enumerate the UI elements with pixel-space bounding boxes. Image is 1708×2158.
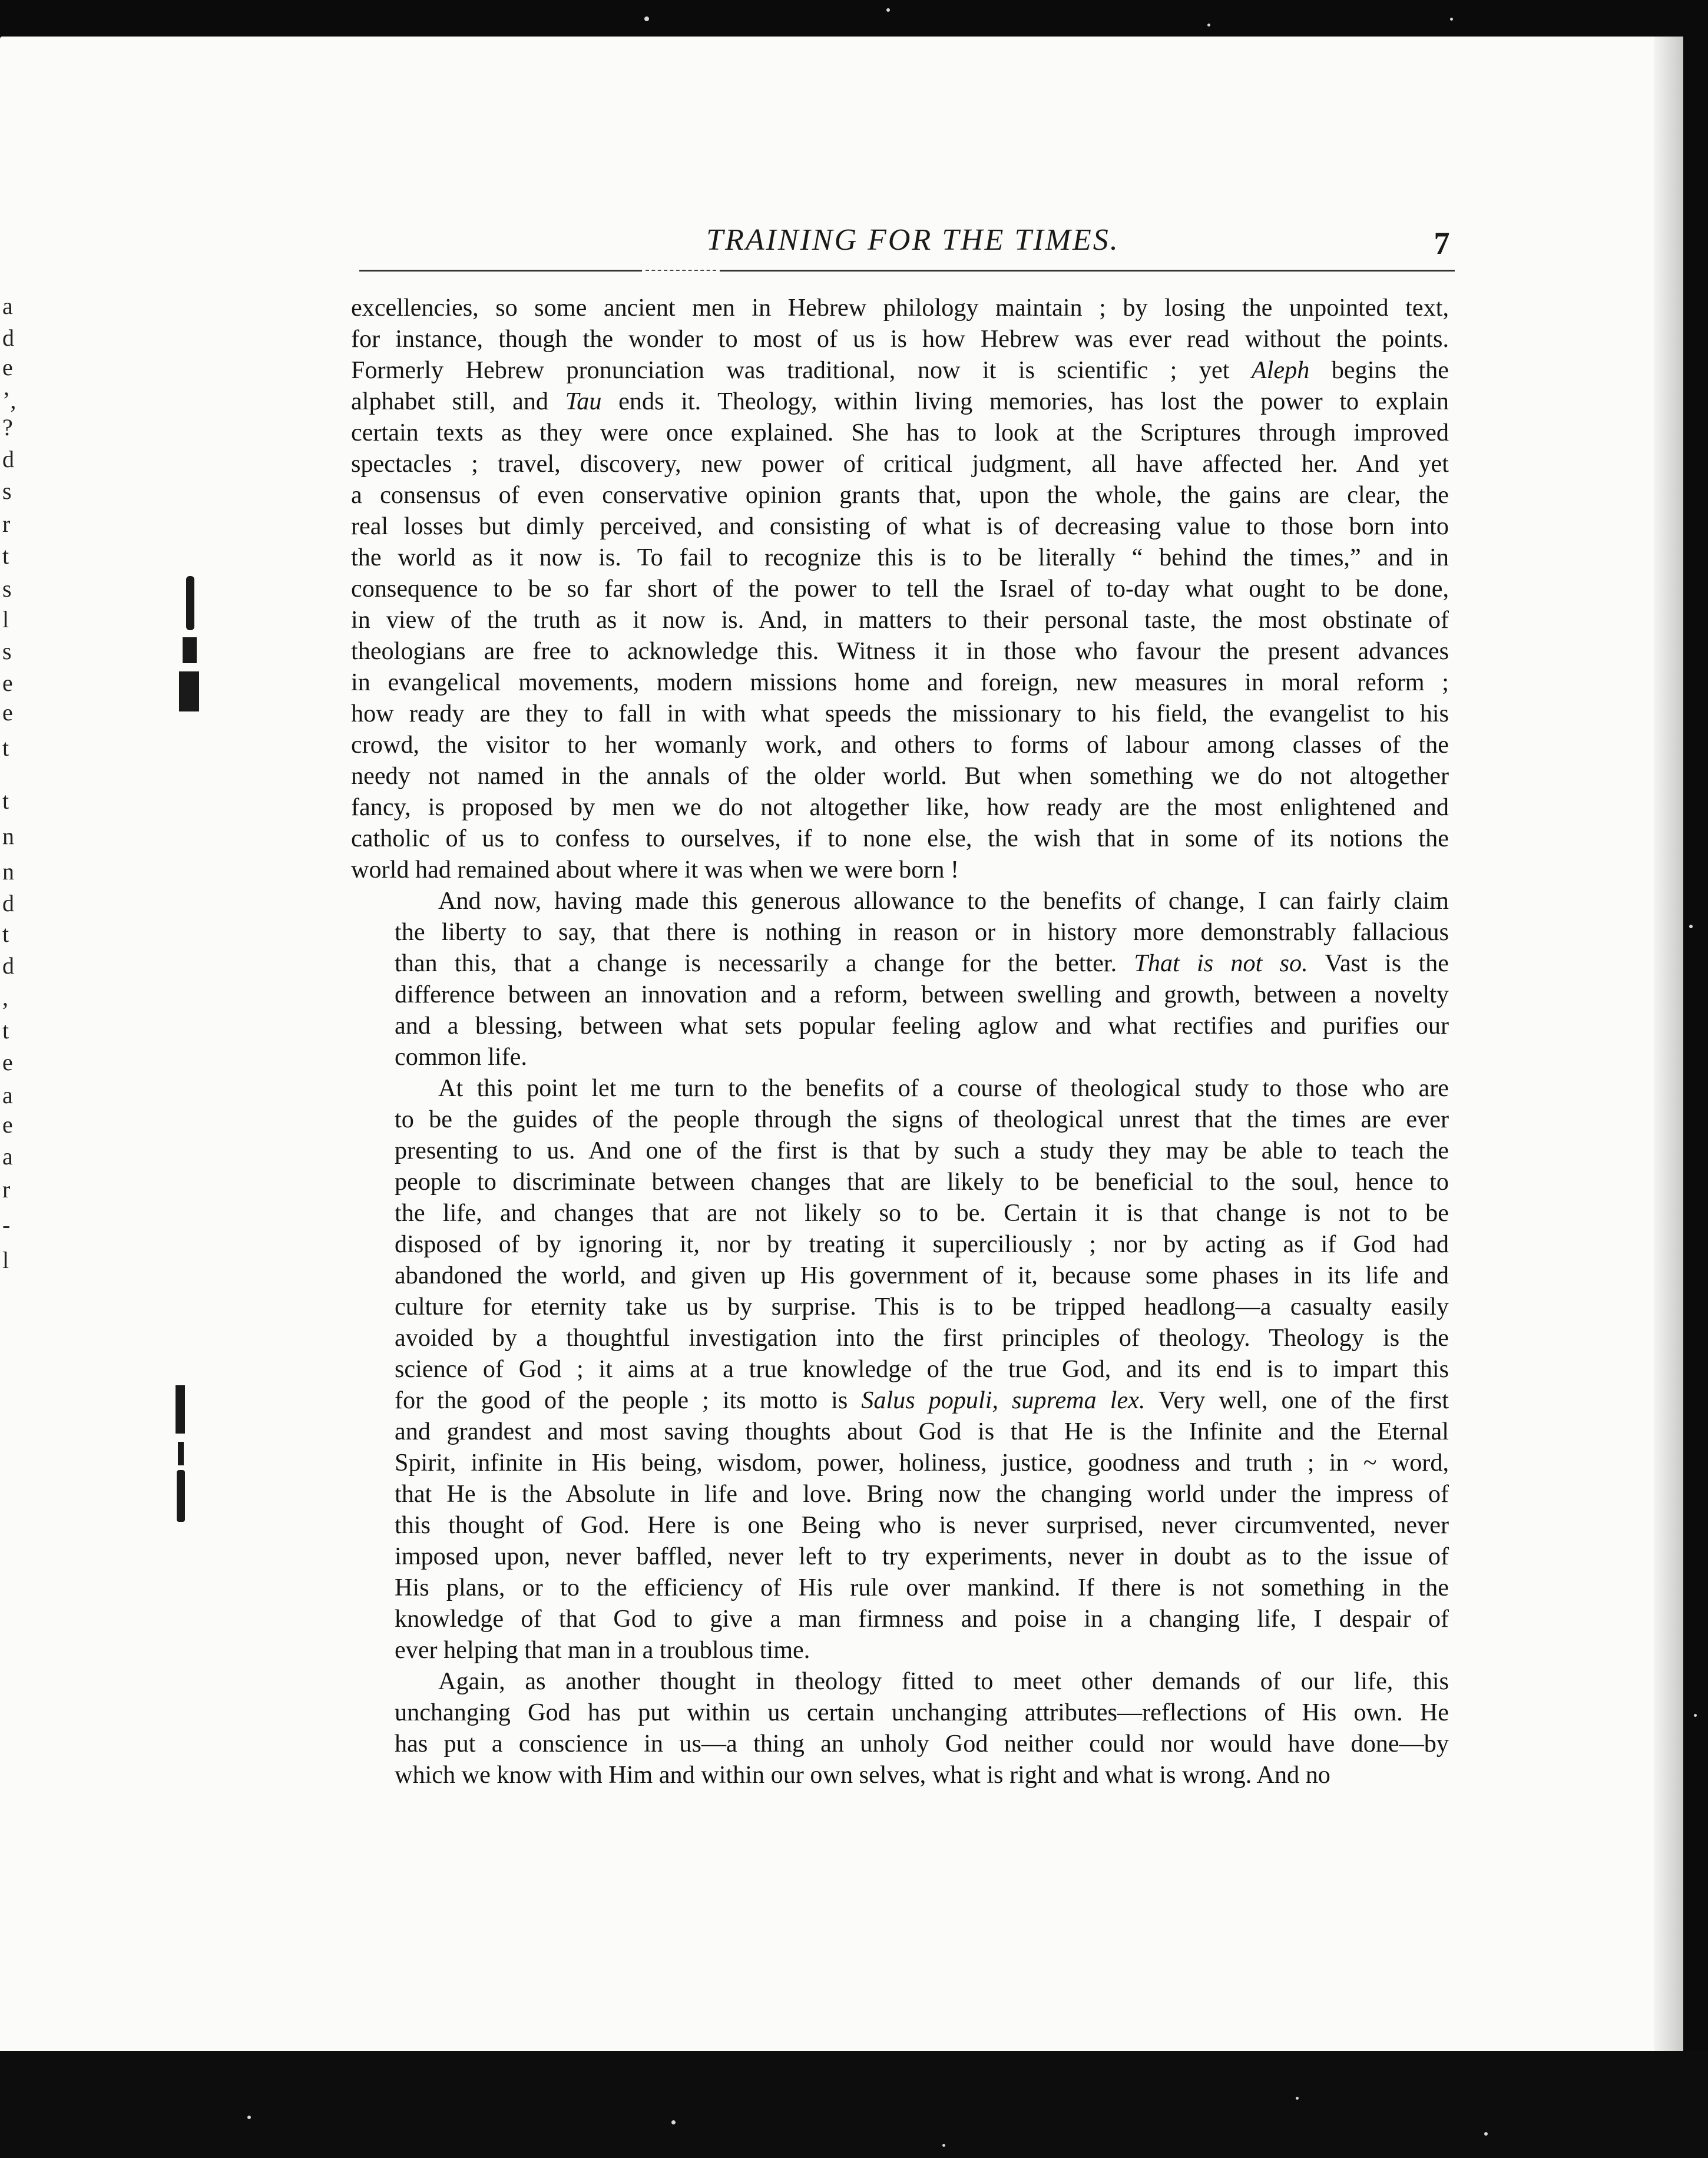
bleed-letter: a <box>2 293 13 319</box>
text-line: and a blessing, between what sets popular feeling aglow and what rectifies and purifies our <box>395 1012 1449 1040</box>
bleed-letter: e <box>2 1049 13 1075</box>
text-line: crowd, the visitor to her womanly work, and others to forms of labour among classes of the <box>351 731 1449 759</box>
scan-border-right <box>1683 0 1708 2158</box>
running-head-title: TRAINING FOR THE TIMES. <box>706 223 1120 257</box>
text-line: unchanging God has put within us certain unchanging attributes—reflections of His own. He <box>395 1699 1449 1726</box>
text-line: disposed of by ignoring it, nor by treating it superciliously ; nor by acting as if God had <box>395 1230 1449 1258</box>
bleed-letter: e <box>2 354 13 380</box>
bleed-letter: s <box>2 478 12 504</box>
bleed-letter: , <box>2 984 8 1011</box>
bleed-letter: ? <box>2 414 13 441</box>
text-line: people to discriminate between changes that are likely to be beneficial to the soul, hence to <box>395 1168 1449 1196</box>
italic-text: Tau <box>565 388 602 415</box>
text-line: that He is the Absolute in life and love. Bring now the changing world under the impress of <box>395 1480 1449 1508</box>
text-line: in view of the truth as it now is. And, in matters to their personal taste, the most obstinate of <box>351 606 1449 634</box>
text-line: Spirit, infinite in His being, wisdom, power, holiness, justice, goodness and truth ; in ~ word, <box>395 1449 1449 1477</box>
binding-mark <box>176 1385 185 1434</box>
binding-mark <box>179 671 199 711</box>
text-line: fancy, is proposed by men we do not altogether like, how ready are the most enlightened and <box>351 793 1449 821</box>
italic-text: That is not so. <box>1134 949 1308 977</box>
bleed-letter: e <box>2 699 13 726</box>
dust-speck <box>1296 2097 1299 2100</box>
paragraph <box>351 885 1449 1073</box>
text-line: alphabet still, and Tau ends it. Theology, within living memories, has lost the power to explain <box>351 388 1449 415</box>
text-line: a consensus of even conservative opinion grants that, upon the whole, the gains are clear, the <box>351 481 1449 509</box>
dust-speck <box>671 2120 676 2124</box>
dust-speck <box>942 2144 945 2147</box>
text-line: culture for eternity take us by surprise. This is to be tripped headlong—a casualty easily <box>395 1293 1449 1320</box>
text-line: avoided by a thoughtful investigation into the first principles of theology. Theology is the <box>395 1324 1449 1352</box>
dust-speck <box>644 16 649 21</box>
bleed-letter: t <box>2 787 9 814</box>
bleed-letter: a <box>2 1082 13 1108</box>
dust-speck <box>1689 925 1693 928</box>
text-line: spectacles ; travel, discovery, new power of critical judgment, all have affected her. And yet <box>351 450 1449 478</box>
text-line: knowledge of that God to give a man firmness and poise in a changing life, I despair of <box>395 1605 1449 1633</box>
bleed-letter: e <box>2 670 13 696</box>
text-line: has put a conscience in us—a thing an unholy God neither could nor would have done—by <box>395 1730 1449 1757</box>
binding-mark <box>186 576 194 630</box>
text-line: ever helping that man in a troublous time. <box>395 1636 810 1664</box>
text-line: needy not named in the annals of the older world. But when something we do not altogether <box>351 762 1449 790</box>
text-line: presenting to us. And one of the first is that by such a study they may be able to teach the <box>395 1137 1449 1164</box>
text-line: this thought of God. Here is one Being who is never surprised, never circumvented, never <box>395 1511 1449 1539</box>
binding-mark <box>178 1442 184 1465</box>
bleed-letter: r <box>2 1176 11 1203</box>
dust-speck <box>1450 18 1453 21</box>
bleed-letter: s <box>2 638 12 664</box>
text-line: than this, that a change is necessarily a change for the better. That is not so. Vast is the <box>395 949 1449 977</box>
dust-speck <box>1207 24 1210 27</box>
text-line: real losses but dimly perceived, and consisting of what is of decreasing value to those born into <box>351 512 1449 540</box>
text-line: And now, having made this generous allowance to the benefits of change, I can fairly claim <box>438 887 1449 915</box>
bleed-letter: t <box>2 734 9 761</box>
bleed-letter: l <box>2 606 9 633</box>
bleed-letter: d <box>2 325 14 351</box>
bleed-letter: ’, <box>2 387 16 413</box>
body-text <box>351 292 1449 1790</box>
text-line: Formerly Hebrew pronunciation was traditional, now it is scientific ; yet Aleph begins the <box>351 356 1449 384</box>
text-line: world had remained about where it was when we were born ! <box>351 856 959 883</box>
text-line: imposed upon, never baffled, never left to try experiments, never in doubt as to the issue of <box>395 1543 1449 1570</box>
text-line: certain texts as they were once explained. She has to look at the Scriptures through improved <box>351 419 1449 446</box>
page-edge-shadow <box>1654 37 1683 2051</box>
text-line: theologians are free to acknowledge this. Witness it in those who favour the present advances <box>351 637 1449 665</box>
text-line: abandoned the world, and given up His government of it, because some phases in its life and <box>395 1262 1449 1289</box>
bleed-letter: d <box>2 890 14 916</box>
binding-mark <box>183 637 197 663</box>
text-line: how ready are they to fall in with what speeds the missionary to his field, the evangelist to his <box>351 700 1449 727</box>
text-line: catholic of us to confess to ourselves, if to none else, the wish that in some of its notions the <box>351 825 1449 852</box>
text-line: common life. <box>395 1043 527 1071</box>
bleed-letter: t <box>2 1017 9 1044</box>
text-line: for instance, though the wonder to most of us is how Hebrew was ever read without the points. <box>351 325 1449 353</box>
text-line: excellencies, so some ancient men in Hebrew philology maintain ; by losing the unpointed text, <box>351 294 1449 322</box>
text-line: At this point let me turn to the benefits of a course of theological study to those who are <box>438 1074 1449 1102</box>
paragraph <box>351 292 1449 885</box>
head-rule-left <box>359 270 642 272</box>
text-line: the liberty to say, that there is nothing in reason or in history more demonstrably fallacious <box>395 918 1449 946</box>
text-line: the world as it now is. To fail to recognize this is to be literally “ behind the times,” and in <box>351 544 1449 571</box>
bleed-letter: r <box>2 511 11 537</box>
paragraph <box>351 1666 1449 1790</box>
bleed-letter: d <box>2 446 14 472</box>
bleed-letter: e <box>2 1111 13 1138</box>
text-line: and grandest and most saving thoughts about God is that He is the Infinite and the Eternal <box>395 1418 1449 1445</box>
bleed-letter: d <box>2 952 14 979</box>
head-rule-middle <box>646 270 716 271</box>
text-line: consequence to be so far short of the power to tell the Israel of to-day what ought to be done, <box>351 575 1449 603</box>
text-line: the life, and changes that are not likely so to be. Certain it is that change is not to be <box>395 1199 1449 1227</box>
text-line: His plans, or to the efficiency of His rule over mankind. If there is not something in the <box>395 1574 1449 1601</box>
bleed-letter: n <box>2 858 14 885</box>
dust-speck <box>1694 1714 1697 1717</box>
bleed-letter: n <box>2 823 14 849</box>
dust-speck <box>886 8 890 12</box>
text-line: for the good of the people ; its motto is Salus populi, suprema lex. Very well, one of the first <box>395 1386 1449 1414</box>
bleed-letter: s <box>2 575 12 602</box>
head-rule-right <box>720 270 1455 272</box>
bleed-letter: l <box>2 1247 9 1273</box>
text-line: in evangelical movements, modern missions home and foreign, new measures in moral reform ; <box>351 668 1449 696</box>
text-line: to be the guides of the people through the signs of theological unrest that the times are ever <box>395 1106 1449 1133</box>
text-line: science of God ; it aims at a true knowledge of the true God, and its end is to impart this <box>395 1355 1449 1383</box>
bleed-letter: t <box>2 921 9 947</box>
page-number: 7 <box>1434 226 1450 261</box>
bleed-letter: - <box>2 1212 11 1238</box>
scan-border-bottom <box>0 2051 1708 2158</box>
text-line: Again, as another thought in theology fitted to meet other demands of our life, this <box>438 1667 1449 1695</box>
italic-text: Salus populi, suprema lex. <box>861 1386 1146 1414</box>
text-line: difference between an innovation and a reform, between swelling and growth, between a novelty <box>395 981 1449 1008</box>
dust-speck <box>1484 2132 1488 2136</box>
binding-mark <box>177 1470 185 1522</box>
italic-text: Aleph <box>1251 356 1310 384</box>
text-line: which we know with Him and within our own selves, what is right and what is wrong. And no <box>395 1761 1330 1789</box>
paragraph <box>351 1073 1449 1666</box>
dust-speck <box>247 2116 251 2119</box>
bleed-letter: t <box>2 542 9 569</box>
bleed-letter: a <box>2 1143 13 1170</box>
